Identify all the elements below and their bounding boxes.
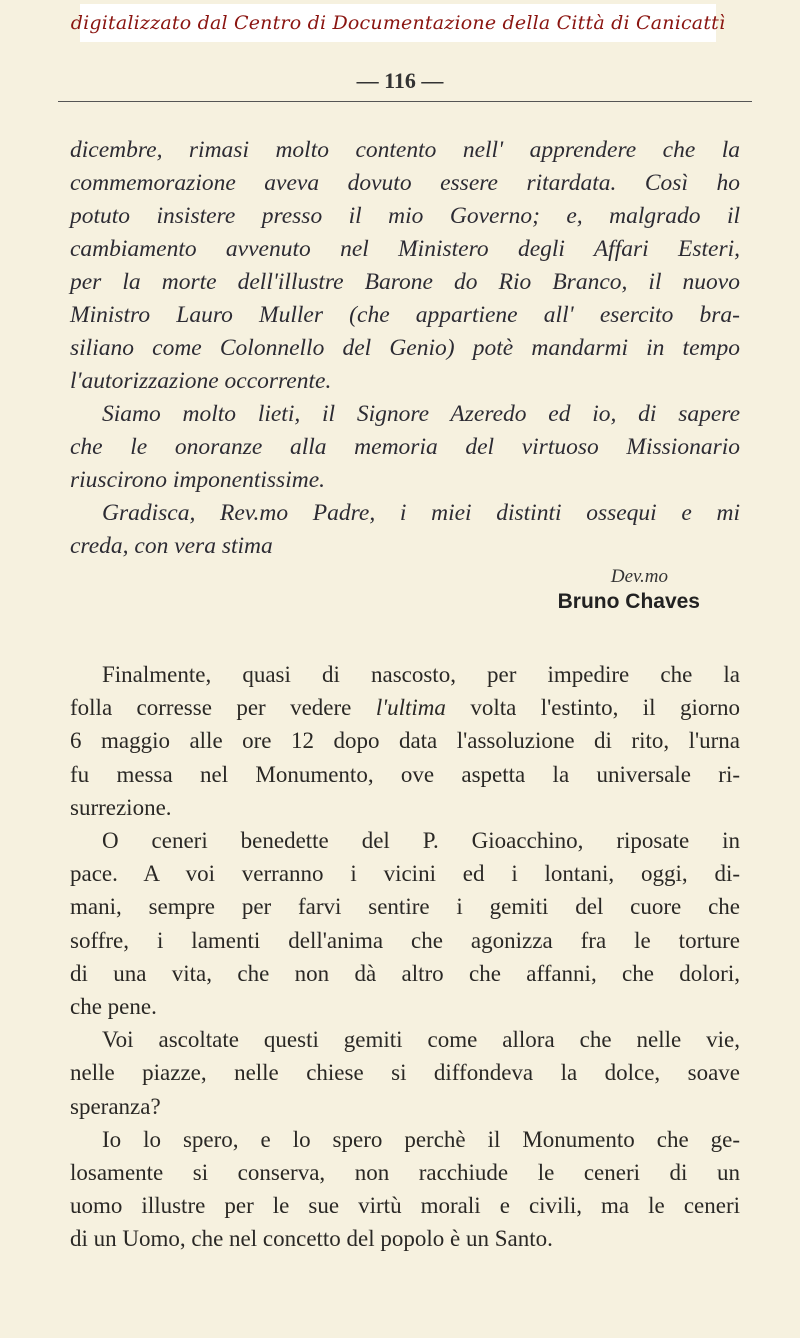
text-line: Siamo molto lieti, il Signore Azeredo ed io, di sapere — [102, 401, 740, 427]
letter-paragraph-2 — [70, 398, 740, 497]
text-line: uomo illustre per le sue virtù morali e civili, ma le ceneri — [70, 1193, 740, 1219]
text-line: di un Uomo, che nel concetto del popolo è un Santo. — [70, 1226, 553, 1252]
italic-emphasis: l'ultima — [375, 695, 446, 721]
narrative-text — [70, 658, 740, 1256]
text-line: nelle piazze, nelle chiese si diffondeva la dolce, soave — [70, 1060, 740, 1086]
text-line: 6 maggio alle ore 12 dopo data l'assoluzione di rito, l'urna — [70, 728, 740, 754]
text-line: Gradisca, Rev.mo Padre, i miei distinti ossequi e mi — [102, 500, 740, 526]
text-line — [70, 691, 740, 724]
text-line: creda, con vera stima — [70, 533, 273, 559]
text-line: pace. A voi verranno i vicini ed i lontani, oggi, di- — [70, 861, 740, 887]
text-run: folla corresse per vedere — [70, 695, 376, 721]
letter-paragraph-1 — [70, 134, 740, 398]
text-run: volta l'estinto, il giorno — [445, 695, 740, 721]
narrative-paragraph-3 — [70, 1023, 740, 1123]
narrative-paragraph-4 — [70, 1123, 740, 1256]
text-line: di una vita, che non dà altro che affanni, che dolori, — [70, 960, 740, 986]
header-rule — [58, 101, 752, 102]
text-line: surrezione. — [70, 794, 172, 820]
text-line: soffre, i lamenti dell'anima che agonizza fra le torture — [70, 927, 740, 953]
text-line: siliano come Colonnello del Genio) potè mandarmi in tempo — [70, 335, 740, 361]
letter-closing — [70, 566, 700, 614]
text-line: Finalmente, quasi di nascosto, per impedire che la — [102, 662, 740, 687]
narrative-paragraph-1 — [70, 658, 740, 824]
text-line: Voi ascoltate questi gemiti come allora che nelle vie, — [102, 1027, 740, 1053]
text-line: Io lo spero, e lo spero perchè il Monumento che ge- — [102, 1126, 740, 1152]
text-line: speranza? — [70, 1093, 161, 1119]
quoted-letter — [70, 134, 740, 563]
text-line: commemorazione aveva dovuto essere ritardata. Così ho — [70, 170, 740, 196]
text-line: cambiamento avvenuto nel Ministero degli Affari Esteri, — [70, 236, 740, 262]
text-line: per la morte dell'illustre Barone do Rio Branco, il nuovo — [70, 269, 740, 295]
text-line: potuto insistere presso il mio Governo; e, malgrado il — [70, 203, 740, 229]
text-line: fu messa nel Monumento, ove aspetta la universale ri- — [70, 761, 740, 787]
text-line: mani, sempre per farvi sentire i gemiti del cuore che — [70, 894, 740, 920]
text-line: che le onoranze alla memoria del virtuoso Missionario — [70, 434, 740, 460]
text-line: O ceneri benedette del P. Gioacchino, riposate in — [102, 828, 740, 854]
text-line: che pene. — [70, 994, 157, 1020]
signature-name: Bruno Chaves — [557, 590, 700, 613]
text-line: losamente si conserva, non racchiude le ceneri di un — [70, 1160, 740, 1186]
narrative-paragraph-2 — [70, 824, 740, 1023]
letter-paragraph-3 — [70, 497, 740, 563]
digitization-watermark: digitalizzato dal Centro di Documentazione della Città di Canicattì — [80, 4, 716, 42]
text-line: dicembre, rimasi molto contento nell' apprendere che la — [70, 137, 740, 163]
closing-salutation: Dev.mo — [610, 566, 668, 587]
text-line: riuscirono imponentissime. — [70, 467, 326, 493]
text-line: Ministro Lauro Muller (che appartiene all' esercito bra- — [70, 302, 740, 328]
text-line: l'autorizzazione occorrente. — [70, 368, 332, 394]
page-number: — 116 — — [356, 68, 444, 93]
